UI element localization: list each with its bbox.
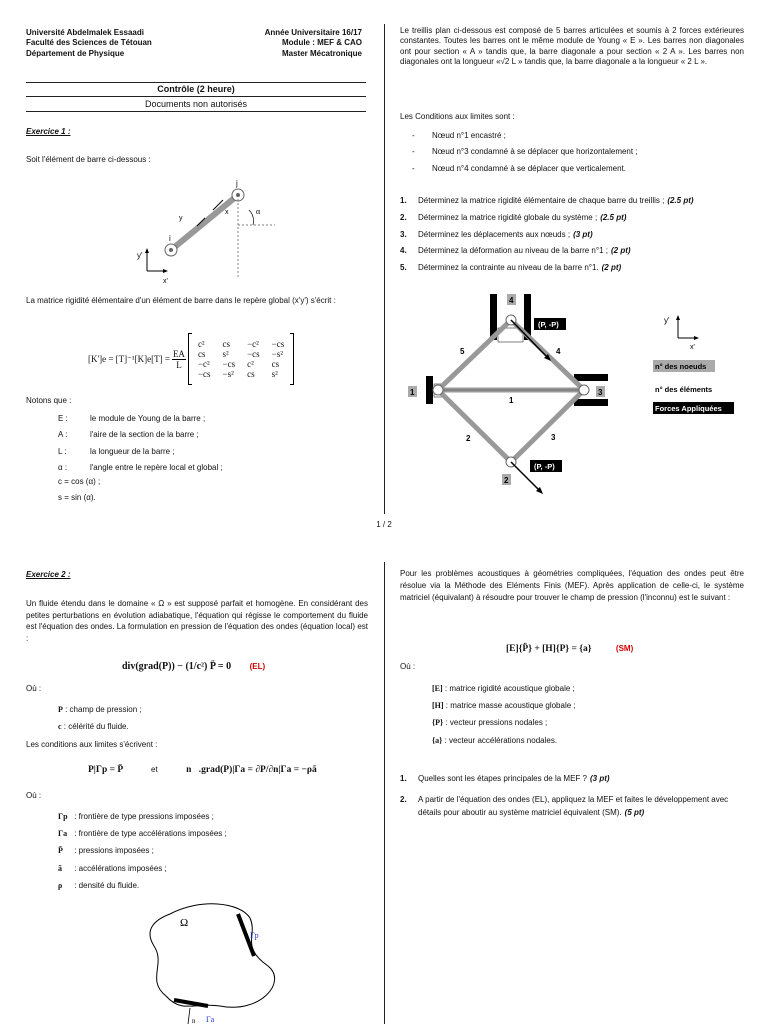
question-item — [400, 210, 750, 227]
faculty-name: Faculté des Sciences de Tétouan — [26, 38, 152, 48]
stiffness-matrix-equation — [88, 333, 294, 385]
matrix-cell: −cs — [271, 339, 285, 349]
wave-equation — [122, 661, 265, 672]
master-name: Master Mécatronique — [281, 48, 362, 58]
definition-value: : champ de pression ; — [62, 705, 142, 714]
definition-value: l'angle entre le repère local et global ; — [90, 463, 223, 473]
question-item — [400, 227, 750, 244]
element-number-2: 2 — [466, 434, 471, 443]
global-y-label: y' — [137, 251, 143, 260]
definition-row — [58, 877, 227, 894]
force-label-node4: (P, -P) — [538, 320, 559, 329]
definition-key: {a} — [432, 735, 443, 745]
department-name: Département de Physique — [26, 48, 125, 58]
legend-nodes: n° des noeuds — [655, 362, 707, 371]
definition-value: : pressions imposées ; — [72, 846, 154, 856]
definition-value: : matrice rigidité acoustique globale ; — [442, 684, 575, 693]
local-x-label: x — [225, 209, 229, 216]
boundary-condition-item: - Nœud n°3 condamné à se déplacer que horizontalement ; — [412, 147, 638, 157]
element-number-4: 4 — [556, 347, 561, 356]
boundary-equations — [88, 765, 317, 775]
definition-value: : célérité du fluide. — [61, 721, 129, 731]
question-item — [400, 193, 750, 210]
question-points: (3 pt) — [589, 774, 610, 783]
definition-row — [58, 719, 142, 736]
definition-key: P — [58, 705, 63, 714]
definition-row — [432, 680, 576, 697]
question-item — [400, 773, 745, 786]
definition-row — [58, 427, 378, 443]
matrix-cell: −cs — [197, 369, 211, 379]
gamma-p-label: Γp — [250, 931, 259, 940]
el-tag: (EL) — [249, 662, 266, 671]
exercise2-definitions-2 — [58, 808, 227, 894]
definition-value: : matrice masse acoustique globale ; — [443, 701, 576, 711]
matrix-system-text: [E]{P̈} + [H]{P} = {a} — [506, 644, 592, 654]
wave-equation-text: div(grad(P)) − (1/c²) P̈ = 0 — [122, 661, 232, 672]
boundary-intro: Les conditions aux limites s'écrivent : — [26, 740, 158, 749]
documents-note: Documents non autorisés — [144, 99, 248, 109]
node-i-label: i — [169, 234, 171, 243]
question-text: Déterminez la contrainte au niveau de la barre n°1. — [418, 263, 599, 273]
question-text: Déterminez la matrice rigidité globale du système ; — [418, 212, 598, 222]
gamma-a-label: Γa — [206, 1015, 215, 1024]
definition-row — [58, 808, 227, 825]
definition-key: P̄ — [58, 846, 63, 856]
legend-elements: n° des éléments — [655, 385, 713, 394]
question-number: 2. — [400, 794, 407, 804]
definition-row — [58, 411, 378, 427]
boundary-condition-text: Nœud n°3 condamné à se déplacer que horizontalement ; — [432, 147, 638, 157]
node-number-1: 1 — [410, 388, 415, 397]
question-points: (2 pt) — [601, 263, 622, 273]
et-label: et — [151, 765, 158, 774]
question-text: Déterminez les déplacements aux nœuds ; — [418, 229, 571, 239]
question-number: 4. — [400, 246, 407, 256]
element-number-1: 1 — [509, 396, 514, 405]
matrix-intro: La matrice rigidité élémentaire d'un élément de barre dans le repère global (x'y') s'écrit : — [26, 296, 336, 305]
definition-key: α : — [58, 463, 68, 473]
truss-figure — [398, 290, 758, 500]
definition-key: L : — [58, 446, 67, 456]
node-number-3: 3 — [598, 388, 603, 397]
ou-label-2: Où : — [26, 791, 42, 800]
exam-title: Contrôle (2 heure) — [157, 84, 235, 94]
university-name: Université Abdelmalek Essaadi — [26, 28, 144, 37]
question-points: (3 pt) — [573, 229, 593, 239]
matrix-system — [506, 644, 633, 654]
sm-tag: (SM) — [615, 644, 634, 653]
truss-description: Le treillis plan ci-dessous est composé de 5 barres articulées et soumis à 2 forces extérieures constantes. Toutes les barres ont le même module de Young « E ». Les barres non diagonales ont pour section « A » tandis que, la barre diagonale a pour section « 2 A ». Les barres non diagonales ont la longueur «√2 L » tandis que, la barre diagonale a la longueur « 2 L ». — [400, 26, 744, 67]
definition-row — [58, 702, 142, 719]
exercise2-questions — [400, 773, 745, 827]
exercise1-questions — [400, 193, 750, 277]
bc-acceleration: n⃗.grad(P)|Γa = ∂P/∂n|Γa = −ρã — [186, 765, 317, 775]
matrix-cell: s² — [222, 349, 229, 359]
definition-row — [58, 444, 378, 460]
definition-key: {P} — [432, 718, 444, 728]
matrix-cell: cs — [247, 369, 255, 379]
question-number: 1. — [400, 196, 407, 205]
boundary-condition-text: Nœud n°4 condamné à se déplacer que verticalement. — [432, 163, 626, 173]
question-text: Déterminez la matrice rigidité élémentaire de chaque barre du treillis ; — [418, 196, 665, 205]
sin-definition: s = sin (α). — [58, 493, 96, 502]
academic-year: Année Universitaire 16/17 — [264, 28, 362, 37]
matrix-cell: c² — [197, 339, 205, 349]
matrix-cell: −cs — [222, 359, 236, 369]
definition-row — [432, 732, 576, 749]
definition-row — [58, 825, 227, 842]
exercise1-definitions — [58, 411, 378, 477]
boundary-conditions-title: Les Conditions aux limites sont : — [400, 112, 515, 121]
definition-key: ρ — [58, 880, 63, 890]
definition-row — [432, 697, 576, 714]
exercise2-intro: Un fluide étendu dans le domaine « Ω » est supposé parfait et homogène. En considérant des petites perturbations en évolution adiabatique, l'équation qui régisse le comportement du fluide est l'équation des ondes. La formulation en pression de l'équation des ondes (équation local) est : — [26, 599, 368, 643]
header-left — [26, 28, 226, 59]
legend-forces: Forces Appliquées — [655, 404, 722, 413]
matrix-cell: −cs — [247, 349, 260, 359]
domain-figure — [140, 896, 290, 1024]
bc-pressure: P|Γp = P̄ — [88, 765, 123, 775]
definition-value: le module de Young de la barre ; — [90, 414, 206, 423]
question-item — [400, 243, 750, 260]
module-name: Module : MEF & CAO — [282, 38, 362, 48]
definition-row — [58, 860, 227, 877]
coef-numerator: EA — [172, 348, 185, 359]
boundary-condition-item: - Nœud n°4 condamné à se déplacer que verticalement. — [412, 163, 626, 173]
node-number-2: 2 — [504, 476, 509, 485]
element-number-3: 3 — [551, 433, 556, 442]
question-item — [400, 260, 750, 277]
truss-axis-x: x' — [690, 344, 695, 351]
omega-label: Ω — [180, 917, 189, 929]
header-right — [200, 28, 362, 59]
boundary-condition-text: Nœud n°1 encastré ; — [432, 131, 506, 140]
element-number-5: 5 — [460, 347, 465, 356]
question-points: (2 pt) — [610, 246, 631, 256]
definition-value: : frontière de type accélérations imposées ; — [72, 829, 227, 839]
matrix-cell: c² — [247, 359, 254, 369]
global-x-label: x' — [163, 278, 168, 285]
question-number: 3. — [400, 229, 407, 239]
alpha-label: α — [256, 207, 261, 216]
exercise1-intro: Soit l'élément de barre ci-dessous : — [26, 155, 151, 164]
definition-key: ã — [58, 863, 62, 873]
question-number: 1. — [400, 774, 407, 783]
question-text: Déterminez la déformation au niveau de la barre n°1 ; — [418, 246, 608, 256]
node-number-4: 4 — [509, 296, 514, 305]
coef-denominator: L — [176, 359, 182, 370]
definition-row — [432, 714, 576, 731]
node-j-label: j — [236, 179, 238, 188]
matrix-cell: −c² — [197, 359, 210, 369]
ou-label-3: Où : — [400, 662, 416, 671]
question-points: (2.5 pt) — [667, 196, 694, 205]
exercise2-definitions-1 — [58, 702, 142, 736]
bar-element-figure — [125, 178, 275, 290]
definition-key: A : — [58, 430, 68, 440]
matrix-cell: cs — [271, 359, 280, 369]
definition-row — [58, 842, 227, 859]
local-y-label: y — [179, 215, 183, 222]
matrix-coefficient — [172, 349, 186, 370]
exercise2-heading: Exercice 2 : — [26, 570, 71, 579]
question-points: (5 pt) — [624, 807, 645, 817]
definition-key: [H] — [432, 701, 444, 711]
definition-value: : accélérations imposées ; — [72, 863, 167, 873]
truss-axis-y: y' — [664, 316, 670, 325]
definition-value: : densité du fluide. — [72, 880, 140, 890]
definition-value: : frontière de type pressions imposées ; — [72, 812, 214, 821]
question-text: A partir de l'équation des ondes (EL), appliquez la MEF et faites le développement avec détails pour aboutir au système matriciel équivalent (SM). — [418, 794, 729, 817]
mef-description: Pour les problèmes acoustiques à géométries compliquées, l'équation des ondes peut être résolue via la Méthode des Eléments Finis (MEF). Après application de celle-ci, le système matriciel (équivalant) à résoudre pour trouver le champ de pression (l'inconnu) est le suivant : — [400, 569, 744, 602]
question-number: 2. — [400, 212, 407, 222]
boundary-conditions-list — [412, 128, 752, 177]
definition-key: E : — [58, 414, 68, 423]
boundary-condition-item: - Nœud n°1 encastré ; — [412, 131, 506, 140]
matrix-cell: s² — [271, 369, 278, 379]
matrix-cell: cs — [222, 339, 231, 349]
force-label-node2: (P, -P) — [534, 462, 555, 471]
definition-key: Γa — [58, 829, 68, 839]
definition-value: : vecteur accélérations nodales. — [442, 735, 558, 745]
definition-value: : vecteur pressions nodales ; — [443, 718, 548, 728]
question-points: (2.5 pt) — [600, 212, 627, 222]
matrix-definitions — [432, 680, 576, 749]
question-item — [400, 794, 745, 820]
definition-key: c — [58, 721, 62, 731]
matrix-cell: −s² — [271, 349, 283, 359]
definition-value: l'aire de la section de la barre ; — [90, 430, 199, 440]
definition-key: [E] — [432, 684, 443, 693]
notons-que: Notons que : — [26, 396, 72, 405]
page-number: 1 / 2 — [376, 520, 392, 529]
ou-label-1: Où : — [26, 684, 42, 693]
matrix-cell: −s² — [222, 369, 234, 379]
definition-value: la longueur de la barre ; — [90, 446, 175, 456]
matrix-lhs: [K']e = [T]⁻¹[K]e[T] = — [88, 353, 170, 364]
question-number: 5. — [400, 263, 407, 273]
definition-row — [58, 460, 378, 476]
matrix-body — [192, 339, 290, 379]
matrix-cell: −c² — [247, 339, 259, 349]
question-text: Quelles sont les étapes principales de la MEF ? — [418, 774, 587, 783]
definition-key: Γp — [58, 812, 68, 821]
matrix-cell: cs — [197, 349, 206, 359]
cos-definition: c = cos (α) ; — [58, 477, 101, 486]
exercise1-heading: Exercice 1 : — [26, 127, 71, 136]
normal-label: n — [192, 1017, 196, 1024]
